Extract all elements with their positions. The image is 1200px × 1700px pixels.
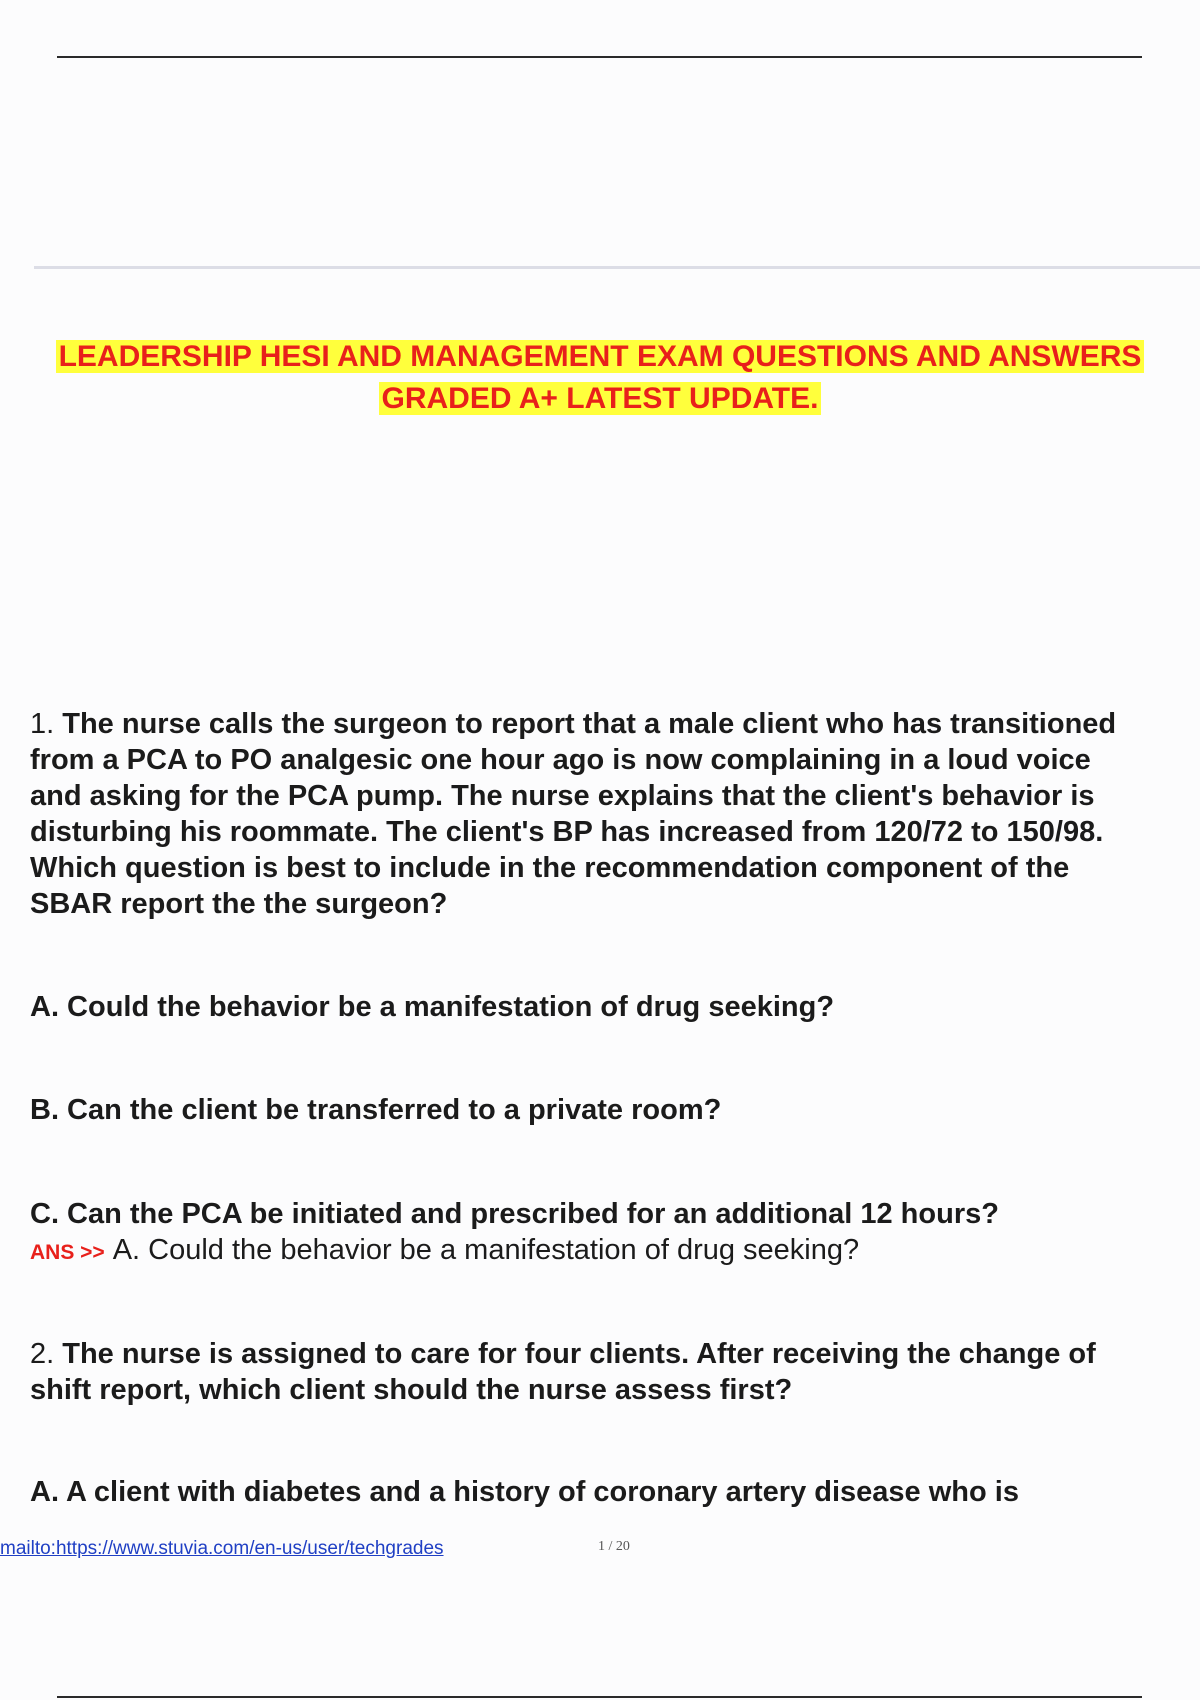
answer-label: ANS >>: [30, 1241, 105, 1264]
question-line: disturbing his roommate. The client's BP has increased from 120/72 to 150/98.: [30, 816, 1104, 848]
question-line: and asking for the PCA pump. The nurse explains that the client's behavior is: [30, 780, 1095, 812]
option-b: B. Can the client be transferred to a private room?: [30, 1094, 722, 1126]
question-line: SBAR report the the surgeon?: [30, 888, 448, 920]
option-c: C. Can the PCA be initiated and prescribed for an additional 12 hours?: [30, 1198, 999, 1230]
option-a: A. Could the behavior be a manifestation of drug seeking?: [30, 991, 835, 1023]
bottom-rule: [57, 1696, 1142, 1698]
page-number: 1 / 20: [598, 1539, 630, 1554]
answer-line: [30, 1232, 859, 1271]
question-line: from a PCA to PO analgesic one hour ago is now complaining in a loud voice: [30, 744, 1091, 776]
header-divider: [34, 266, 1200, 269]
title-line-2: GRADED A+ LATEST UPDATE.: [379, 382, 822, 415]
top-rule: [57, 56, 1142, 58]
footer-link[interactable]: mailto:https://www.stuvia.com/en-us/user/techgrades: [0, 1538, 444, 1559]
answer-text: A. Could the behavior be a manifestation of drug seeking?: [112, 1234, 860, 1266]
question-line: Which question is best to include in the recommendation component of the: [30, 852, 1070, 884]
question-number: 1.: [30, 708, 55, 740]
question-line: shift report, which client should the nurse assess first?: [30, 1374, 793, 1406]
title-line-1: LEADERSHIP HESI AND MANAGEMENT EXAM QUESTIONS AND ANSWERS: [56, 340, 1145, 373]
document-title: [0, 336, 1200, 420]
question-number: 2.: [30, 1338, 55, 1370]
question-line: 1. The nurse calls the surgeon to report that a male client who has transitioned: [30, 708, 1117, 740]
question-line: 2. The nurse is assigned to care for four clients. After receiving the change of: [30, 1338, 1096, 1370]
option-a: A. A client with diabetes and a history of coronary artery disease who is: [30, 1476, 1019, 1508]
